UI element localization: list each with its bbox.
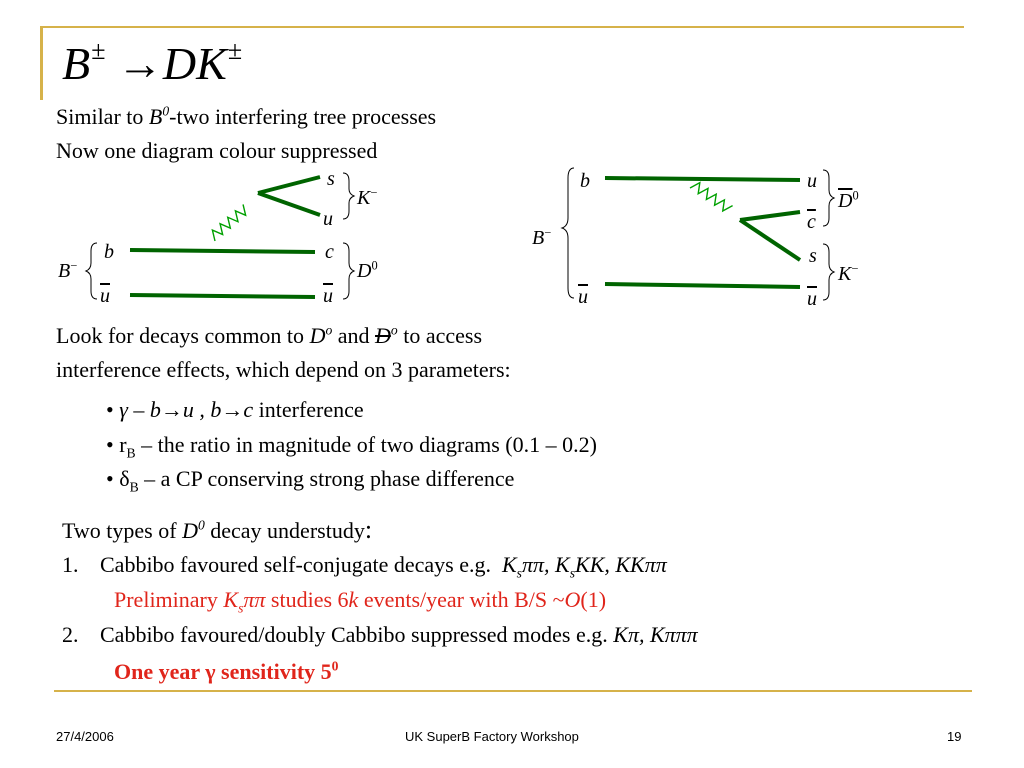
quark-s-left: s [327,168,335,190]
quark-line-s-right [740,220,800,260]
meson-Dbar-right: $\overline{D}^0$ [838,188,859,212]
param-rB: • $r_B$ – the ratio in magnitude of two diagrams (0.1 – 0.2) [106,432,597,461]
quark-line-b-c [130,250,315,252]
quark-ubar-right: $\overline{u}$ [578,286,588,308]
brace-D-left [343,243,354,299]
brace-D-right [823,170,834,226]
types-heading: Two types of $D^0$ decay understudy: [62,515,373,544]
quark-line-ubar-ubar-right [605,284,800,287]
brace-K-left [343,173,354,219]
item-1-number: 1. [62,552,79,577]
item-2-number: 2. [62,622,79,647]
quark-line-ubar [258,193,320,215]
quark-ubar-out-left: $\overline{u}$ [323,285,333,307]
quark-b-right: b [580,170,590,192]
footer-rule [54,690,972,692]
sensitivity-note: One year γ sensitivity $5^0$ [114,658,339,684]
brace-B-left [86,243,97,299]
quark-line-b-u [605,178,800,180]
quark-cbar-right: $\overline{c}$ [807,211,816,233]
quark-line-s [258,177,320,193]
footer-page-number: 19 [947,729,962,744]
quark-c-left: c [325,241,334,263]
footer-title: UK SuperB Factory Workshop [405,729,579,744]
param-gamma: • γ – b→u , b→c interference [106,397,364,422]
meson-D-left: $D^0$ [357,258,378,282]
title-frame-horizontal [43,26,964,28]
w-boson-right [690,180,733,214]
intro-line-2: Now one diagram colour suppressed [56,138,378,163]
footer-date: 27/4/2006 [56,729,114,744]
look-line-1: Look for decays common to $D^o$ and $D^o$ to access [56,322,483,348]
intro-line-1: Similar to $B^0$-two interfering tree processes [56,103,437,129]
look-line-2: interference effects, which depend on 3 parameters: [56,357,511,382]
param-deltaB: • $\delta_B$ – a CP conserving strong phase difference [106,466,515,495]
meson-K-left: K− [357,185,378,209]
quark-line-cbar [740,212,800,220]
quark-s-out-right: s [809,245,817,267]
brace-B-right [562,168,574,298]
item-2: Cabbibo favoured/doubly Cabbibo suppressed modes e.g. Kπ, Kπππ [100,622,698,647]
quark-b-left: b [104,241,114,263]
quark-ubar-out-right: $\overline{u}$ [807,288,817,310]
w-boson-left [209,204,250,241]
meson-B-right: B− [532,225,552,249]
quark-ubar-left: $\overline{u}$ [100,285,110,307]
quark-u-out-right: u [807,170,817,192]
item-1: Cabbibo favoured self-conjugate decays e.g. $K_s\pi\pi$, $K_sKK$, KKππ [100,552,667,581]
brace-K-right [823,244,834,300]
meson-K-right: K− [838,261,859,285]
preliminary-note: Preliminary $K_s\pi\pi$ studies 6k events/year with B/S ~O(1) [114,587,607,616]
quark-u-w-left: u [323,208,333,230]
title-frame-vertical [40,26,43,100]
quark-line-u-u [130,295,315,297]
slide-title: B± →DK± [62,36,243,89]
meson-B-left: B− [58,258,78,282]
